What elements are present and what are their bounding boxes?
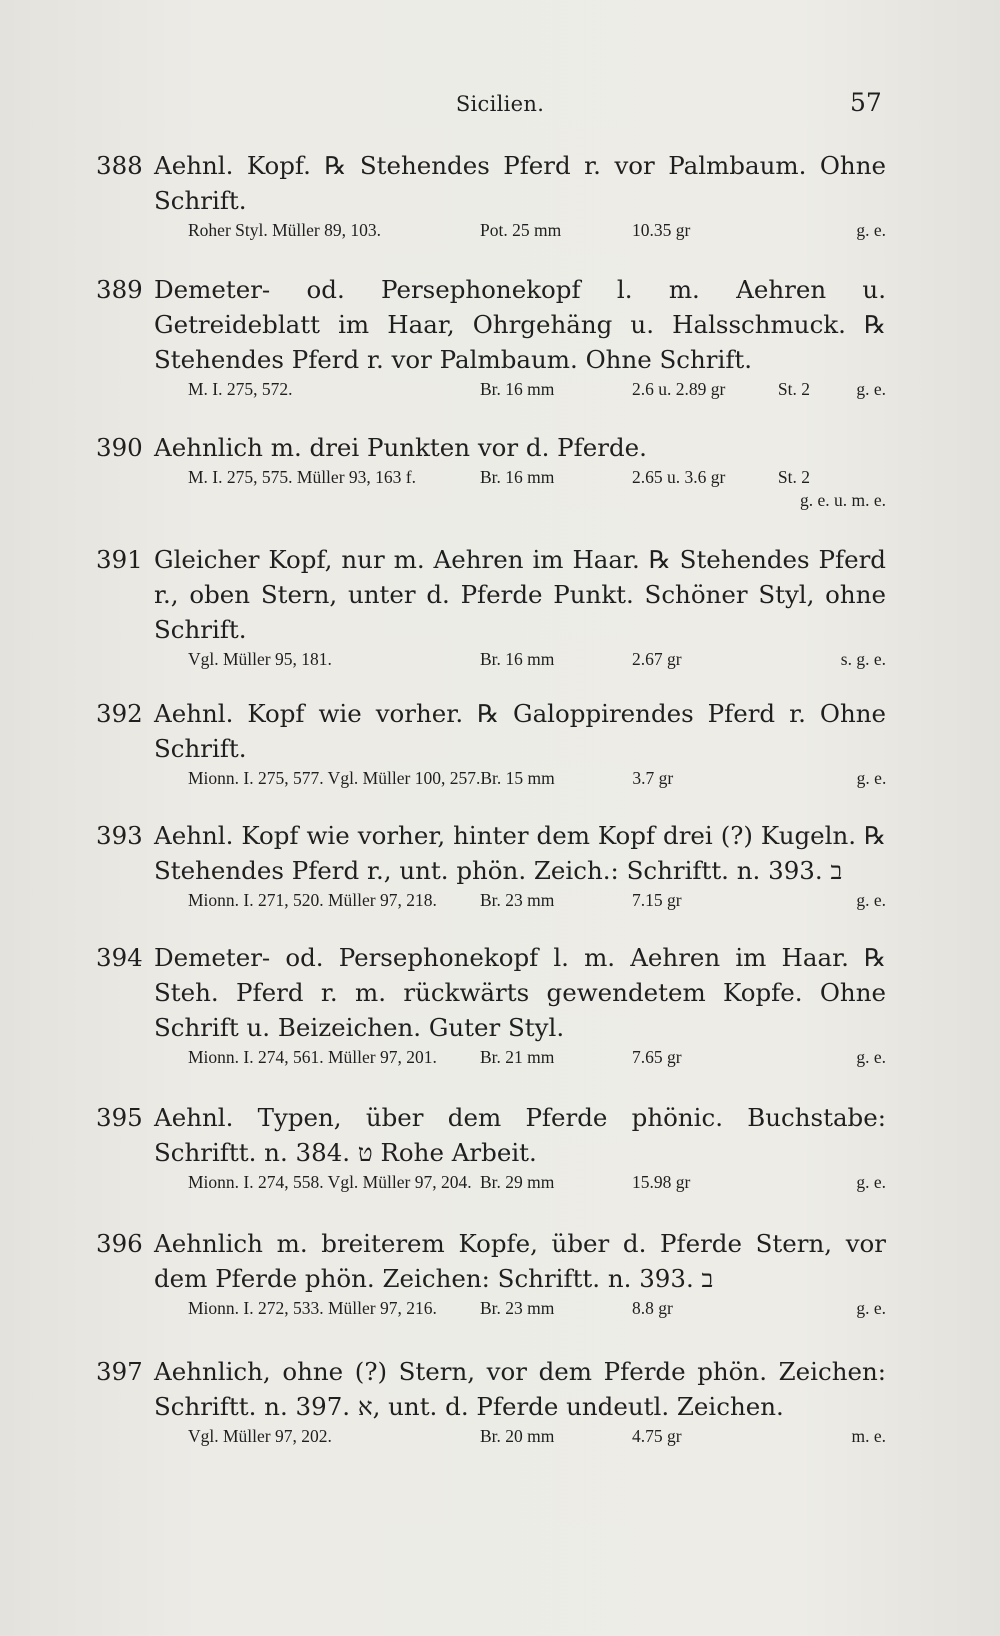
entry-metal-size: Br. 23 mm xyxy=(480,1298,555,1318)
running-header: Sicilien. xyxy=(455,92,545,116)
entry-description xyxy=(96,818,886,888)
catalog-entry xyxy=(96,1226,886,1319)
entry-condition: s. g. e. xyxy=(840,649,886,669)
entry-stamp: St. 2 xyxy=(777,379,810,399)
entry-number: 395 xyxy=(96,1103,143,1132)
entry-description xyxy=(96,1100,886,1170)
entry-meta xyxy=(96,890,886,911)
catalog-entry xyxy=(96,430,886,511)
entry-metal-size: Br. 16 mm xyxy=(480,467,555,487)
entry-meta xyxy=(96,1172,886,1193)
entry-weight: 2.67 gr xyxy=(632,649,682,669)
catalog-entry xyxy=(96,148,886,241)
entry-metal-size: Br. 29 mm xyxy=(480,1172,555,1192)
entry-meta xyxy=(96,379,886,400)
entry-condition: g. e. xyxy=(856,1047,886,1067)
catalog-entry xyxy=(96,1100,886,1193)
entry-text: Aehnl. Kopf wie vorher. ℞ Galoppirendes Pferd r. Ohne Schrift. xyxy=(154,699,886,763)
entry-metal-size: Br. 15 mm xyxy=(480,768,555,788)
entry-meta xyxy=(96,220,886,241)
entry-weight: 4.75 gr xyxy=(632,1426,682,1446)
catalog-entry xyxy=(96,542,886,670)
entry-number: 393 xyxy=(96,821,143,850)
entry-description xyxy=(96,148,886,218)
entry-reference: Mionn. I. 271, 520. Müller 97, 218. xyxy=(188,890,437,910)
catalog-entry xyxy=(96,940,886,1068)
entry-text: Aehnl. Typen, über dem Pferde phönic. Buchstabe: Schriftt. n. 384. ט Rohe Arbeit. xyxy=(154,1103,886,1167)
entry-meta xyxy=(96,649,886,670)
entry-stamp: St. 2 xyxy=(777,467,810,487)
entry-description xyxy=(96,940,886,1045)
entry-metal-size: Pot. 25 mm xyxy=(480,220,562,240)
entry-meta xyxy=(96,467,886,488)
entry-number: 394 xyxy=(96,943,143,972)
entry-text: Demeter- od. Persephonekopf l. m. Aehren u. Getreideblatt im Haar, Ohrgehäng u. Halsschmuck. ℞ Stehendes Pferd r. vor Palmbaum. Ohne Schrift. xyxy=(154,275,886,374)
entry-number: 397 xyxy=(96,1357,143,1386)
entry-reference: M. I. 275, 575. Müller 93, 163 f. xyxy=(188,467,416,487)
entry-condition: g. e. xyxy=(856,379,886,399)
entry-metal-size: Br. 16 mm xyxy=(480,379,555,399)
entry-text: Demeter- od. Persephonekopf l. m. Aehren im Haar. ℞ Steh. Pferd r. m. rückwärts gewendetem Kopfe. Ohne Schrift u. Beizeichen. Guter Styl. xyxy=(154,943,886,1042)
entry-number: 392 xyxy=(96,699,143,728)
entry-metal-size: Br. 23 mm xyxy=(480,890,555,910)
entry-condition: g. e. xyxy=(856,890,886,910)
entry-description xyxy=(96,542,886,647)
entry-description xyxy=(96,696,886,766)
entry-condition: m. e. xyxy=(851,1426,886,1446)
catalog-entry xyxy=(96,1354,886,1447)
entry-condition: g. e. xyxy=(856,1172,886,1192)
entry-metal-size: Br. 20 mm xyxy=(480,1426,555,1446)
entry-text: Aehnlich m. drei Punkten vor d. Pferde. xyxy=(154,433,647,462)
entry-description xyxy=(96,1354,886,1424)
entry-weight: 10.35 gr xyxy=(632,220,691,240)
entry-reference: Roher Styl. Müller 89, 103. xyxy=(188,220,381,240)
entry-reference: Mionn. I. 274, 561. Müller 97, 201. xyxy=(188,1047,437,1067)
entry-reference: Mionn. I. 275, 577. Vgl. Müller 100, 257. xyxy=(188,768,481,788)
entry-description xyxy=(96,430,886,465)
entry-number: 389 xyxy=(96,275,143,304)
entry-reference: Vgl. Müller 95, 181. xyxy=(188,649,332,669)
entry-text: Aehnl. Kopf wie vorher, hinter dem Kopf drei (?) Kugeln. ℞ Stehendes Pferd r., unt. phön. Zeich.: Schriftt. n. 393. ב xyxy=(154,821,886,885)
entry-meta xyxy=(96,1298,886,1319)
entry-number: 390 xyxy=(96,433,143,462)
page-number: 57 xyxy=(850,88,882,117)
catalog-entry xyxy=(96,696,886,789)
entry-weight: 2.6 u. 2.89 gr xyxy=(632,379,726,399)
entry-reference: Mionn. I. 274, 558. Vgl. Müller 97, 204. xyxy=(188,1172,472,1192)
entry-weight: 7.15 gr xyxy=(632,890,682,910)
entry-weight: 7.65 gr xyxy=(632,1047,682,1067)
entry-condition: g. e. xyxy=(856,220,886,240)
entry-meta xyxy=(96,1047,886,1068)
entry-weight: 15.98 gr xyxy=(632,1172,691,1192)
entry-text: Aehnl. Kopf. ℞ Stehendes Pferd r. vor Palmbaum. Ohne Schrift. xyxy=(154,151,886,215)
entry-condition: g. e. xyxy=(856,768,887,788)
entry-reference: Mionn. I. 272, 533. Müller 97, 216. xyxy=(188,1298,437,1318)
entry-reference: M. I. 275, 572. xyxy=(188,379,293,399)
entry-weight: 2.65 u. 3.6 gr xyxy=(632,467,726,487)
entry-meta xyxy=(96,768,886,789)
entry-metal-size: Br. 21 mm xyxy=(480,1047,555,1067)
entry-number: 396 xyxy=(96,1229,143,1258)
entry-condition: g. e. xyxy=(856,1298,886,1318)
entry-meta xyxy=(96,1426,886,1447)
entry-weight: 3.7 gr xyxy=(632,768,674,788)
entry-text: Gleicher Kopf, nur m. Aehren im Haar. ℞ Stehendes Pferd r., oben Stern, unter d. Pferde Punkt. Schöner Styl, ohne Schrift. xyxy=(154,545,886,644)
entry-number: 391 xyxy=(96,545,143,574)
entry-number: 388 xyxy=(96,151,143,180)
entry-weight: 8.8 gr xyxy=(632,1298,673,1318)
entry-description xyxy=(96,272,886,377)
entry-text: Aehnlich m. breiterem Kopfe, über d. Pferde Stern, vor dem Pferde phön. Zeichen: Schriftt. n. 393. ב xyxy=(154,1229,886,1293)
entry-text: Aehnlich, ohne (?) Stern, vor dem Pferde phön. Zeichen: Schriftt. n. 397. א, unt. d. Pferde undeutl. Zeichen. xyxy=(154,1357,886,1421)
entry-metal-size: Br. 16 mm xyxy=(480,649,555,669)
catalog-entry xyxy=(96,272,886,400)
entry-condition-extra: g. e. u. m. e. xyxy=(799,490,886,510)
entry-reference: Vgl. Müller 97, 202. xyxy=(188,1426,332,1446)
catalog-entry xyxy=(96,818,886,911)
entry-description xyxy=(96,1226,886,1296)
